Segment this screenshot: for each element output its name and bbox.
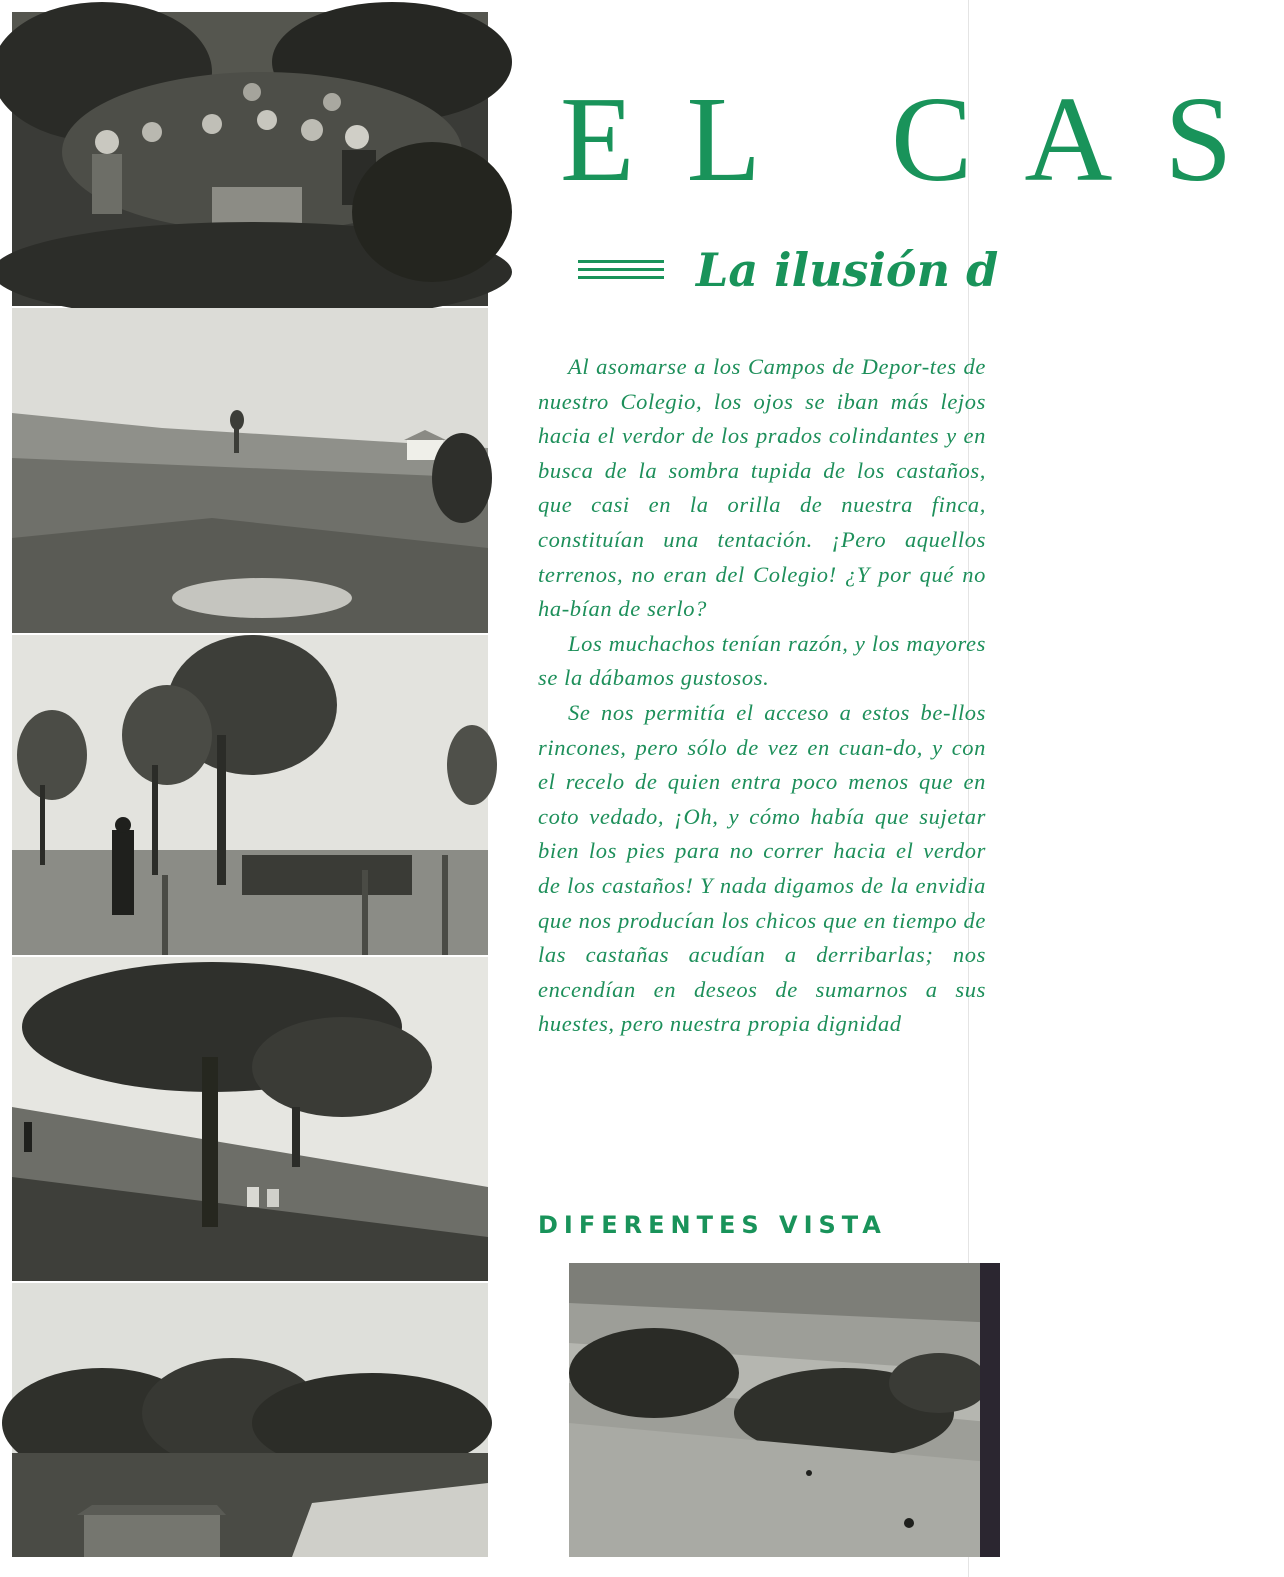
photo-large-tree-slope bbox=[12, 957, 488, 1281]
body-paragraph: Se nos permitía el acceso a estos be-llos rincones, pero sólo de vez en cuan-do, y con el recelo de quien entra poco menos que en coto vedado, ¡Oh, y cómo había que sujetar bien los pies para no correr hacia el verdor de los castaños! Y nada digamos de la envidia que nos producían los chicos que en tiempo de las castañas acudían a derribarlas; nos encendían en deseos de sumarnos a sus huestes, pero nuestra propia dignidad bbox=[538, 699, 986, 1037]
photo-strip bbox=[12, 12, 488, 1557]
page-title: EL CAS bbox=[560, 72, 1284, 207]
photo-woods-with-hut bbox=[12, 1283, 488, 1557]
triple-rule-decoration bbox=[578, 260, 664, 280]
article-body bbox=[538, 350, 986, 1145]
photo-hillside-meadow bbox=[12, 308, 488, 633]
subtitle: La ilusión d bbox=[696, 243, 999, 297]
page-edge-shadow bbox=[980, 1263, 1000, 1557]
body-paragraph: Los muchachos tenían razón, y los mayores se la dábamos gustosos. bbox=[538, 630, 986, 691]
body-paragraph: Al asomarse a los Campos de Depor-tes de nuestro Colegio, los ojos se iban más lejos hacia el verdor de los prados colindantes y en busca de la sombra tupida de los castaños, que casi en la orilla de nuestra finca, constituían una tentación. ¡Pero aquellos terrenos, no eran del Colegio! ¿Y por qué no ha-bían de serlo? bbox=[538, 354, 986, 622]
photo-group-under-trees bbox=[12, 12, 488, 306]
section-heading: DIFERENTES VISTA bbox=[538, 1211, 887, 1239]
photo-slope-with-bushes bbox=[569, 1263, 1000, 1557]
subtitle-row bbox=[578, 238, 1000, 308]
photo-pine-trees-group bbox=[12, 635, 488, 955]
